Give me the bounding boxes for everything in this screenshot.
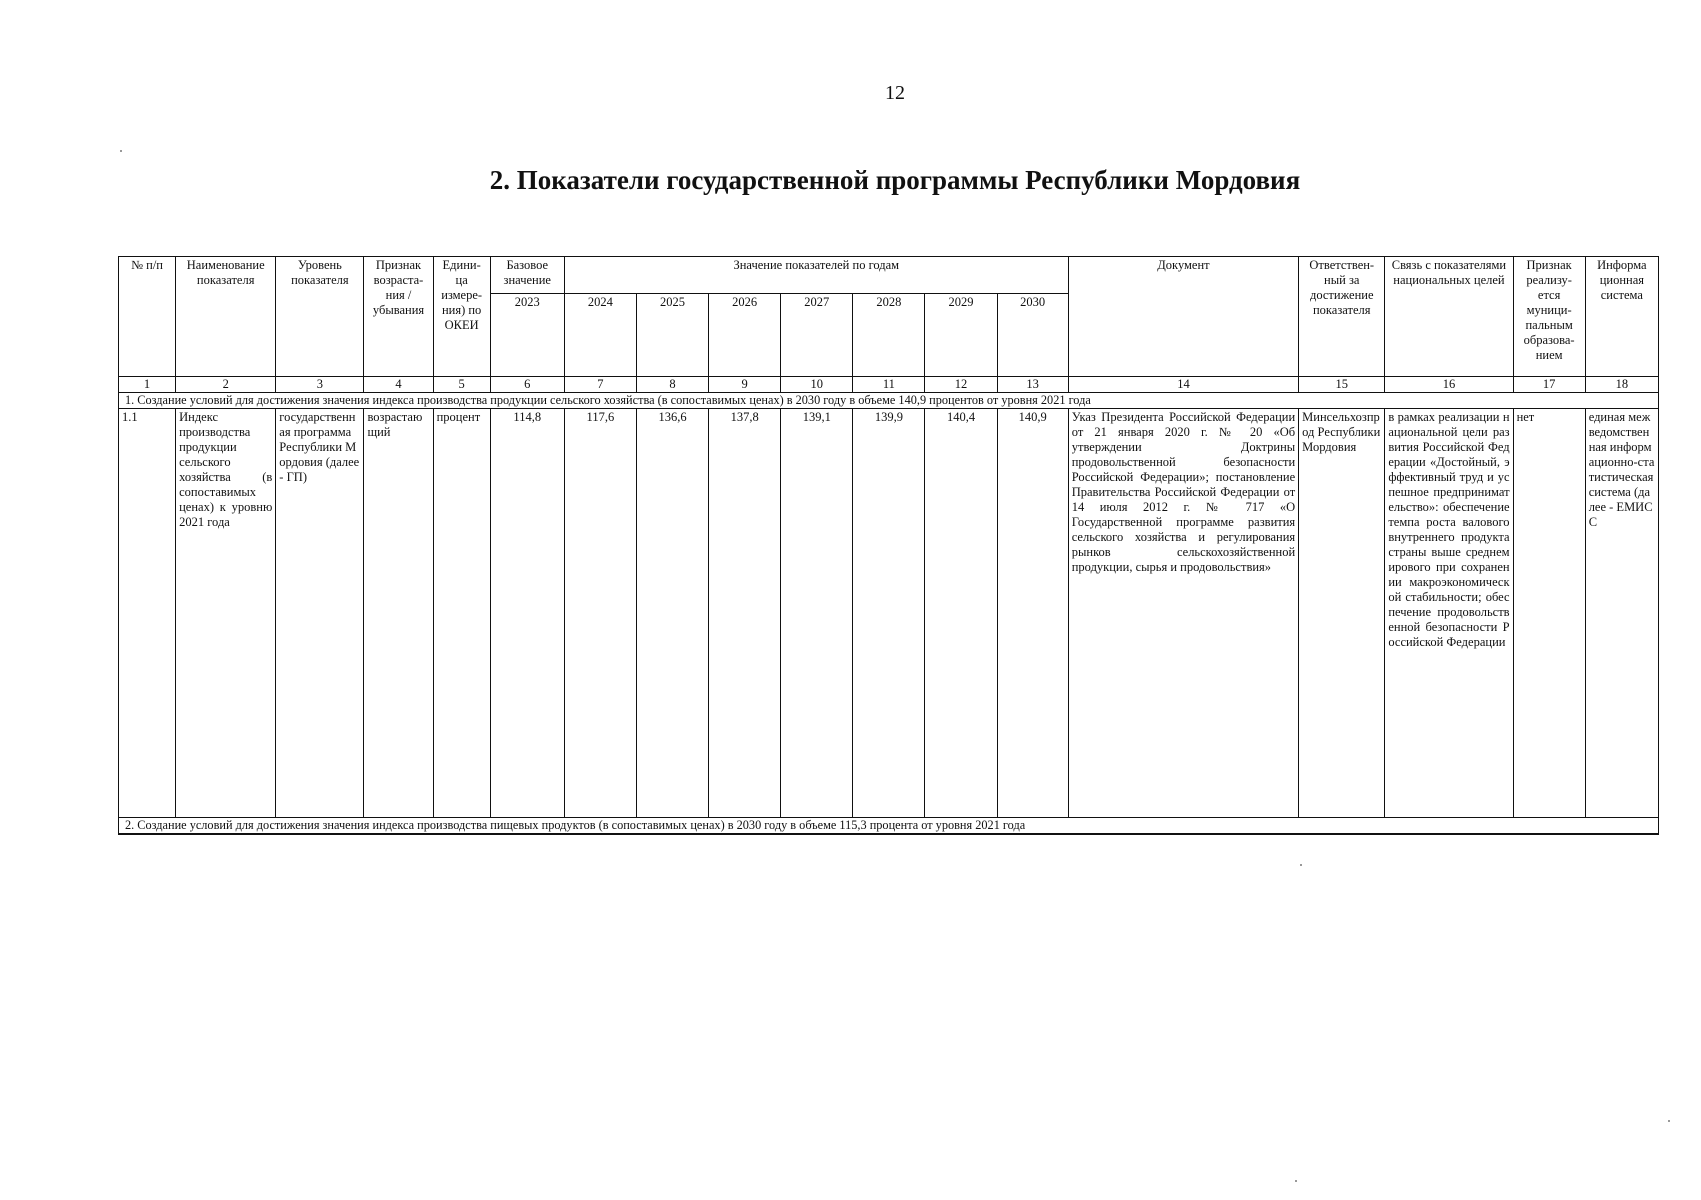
cell-base: 114,8 [490,409,564,818]
cell-value-2029: 140,4 [925,409,997,818]
column-numbers-row [119,377,1659,393]
cell-document: Указ Президента Российской Федерации от 21 января 2020 г. № 20 «Об утверждении Доктрины продовольственной безопасности Российской Федерации»; постановление Правительства Российской Федерации от 14 июля 2012 г. № 717 «О Государственной программе развития сельского хозяйства и регулирования рынков сельскохозяйственной продукции, сырья и продовольствия» [1068,409,1298,818]
column-number: 2 [176,377,276,393]
column-number: 16 [1385,377,1513,393]
section-row [119,818,1659,835]
column-number: 15 [1299,377,1385,393]
header-info-system: Информа ционная система [1585,257,1658,377]
column-number: 3 [276,377,364,393]
cell-value-2026: 137,8 [709,409,781,818]
column-number: 18 [1585,377,1658,393]
column-number: 11 [853,377,925,393]
scan-speck [1295,1180,1297,1182]
column-number: 8 [636,377,708,393]
cell-value-2025: 136,6 [636,409,708,818]
cell-unit: процент [433,409,490,818]
cell-level: государственная программа Республики Мордовия (далее - ГП) [276,409,364,818]
section-title: 1. Создание условий для достижения значения индекса производства продукции сельского хозяйства (в сопоставимых ценах) в 2030 году в объеме 140,9 процентов от уровня 2021 года [119,393,1659,409]
header-year: 2029 [925,294,997,377]
column-number: 12 [925,377,997,393]
cell-value-2027: 139,1 [781,409,853,818]
header-responsible: Ответствен-ный за достижение показателя [1299,257,1385,377]
cell-info-system: единая межведомственная информационно-статистическая система (далее - ЕМИСС [1585,409,1658,818]
page-title: 2. Показатели государственной программы Республики Мордовия [489,165,1301,195]
header-year: 2030 [997,294,1068,377]
section-title: 2. Создание условий для достижения значения индекса производства пищевых продуктов (в сопоставимых ценах) в 2030 году в объеме 115,3 процента от уровня 2021 года [119,818,1659,835]
scan-speck [120,150,122,152]
cell-value-2028: 139,9 [853,409,925,818]
header-values-by-year: Значение показателей по годам [564,257,1068,294]
column-number: 13 [997,377,1068,393]
header-municipal: Признак реализу-ется муници-пальным образова-нием [1513,257,1585,377]
header-base-year: 2023 [490,294,564,377]
cell-value-2030: 140,9 [997,409,1068,818]
scan-speck [1300,864,1302,866]
table-row [119,409,1659,818]
header-year: 2024 [564,294,636,377]
scan-speck [1668,1120,1670,1122]
header-base: Базовое значение [490,257,564,294]
header-trend: Признак возраста-ния / убывания [364,257,433,377]
page-number: 12 [885,82,905,104]
header-num: № п/п [119,257,176,377]
cell-responsible: Минсельхозпрод Республики Мордовия [1299,409,1385,818]
column-number: 14 [1068,377,1298,393]
cell-link: в рамках реализации национальной цели развития Российской Федерации «Достойный, эффективный труд и успешное предпринимательство»: обеспечение темпа роста валового внутреннего продукта страны выше среднемирового при сохранении макроэкономической стабильности; обеспечение продовольственной безопасности Российской Федерации [1385,409,1513,818]
cell-trend: возрастающий [364,409,433,818]
cell-municipal: нет [1513,409,1585,818]
cell-name: Индекс производства продукции сельского хозяйства (в сопоставимых ценах) к уровню 2021 года [176,409,276,818]
header-name: Наименование показателя [176,257,276,377]
column-number: 9 [709,377,781,393]
column-number: 6 [490,377,564,393]
column-number: 17 [1513,377,1585,393]
header-unit: Едини-ца измере-ния) по ОКЕИ [433,257,490,377]
section-row [119,393,1659,409]
header-year: 2027 [781,294,853,377]
header-document: Документ [1068,257,1298,377]
header-level: Уровень показателя [276,257,364,377]
cell-value-2024: 117,6 [564,409,636,818]
column-number: 10 [781,377,853,393]
column-number: 5 [433,377,490,393]
column-number: 7 [564,377,636,393]
column-number: 4 [364,377,433,393]
cell-num: 1.1 [119,409,176,818]
column-number: 1 [119,377,176,393]
header-link: Связь с показателями национальных целей [1385,257,1513,377]
header-year: 2028 [853,294,925,377]
header-row [119,257,1659,294]
indicators-table [118,256,1659,835]
header-year: 2025 [636,294,708,377]
header-year: 2026 [709,294,781,377]
